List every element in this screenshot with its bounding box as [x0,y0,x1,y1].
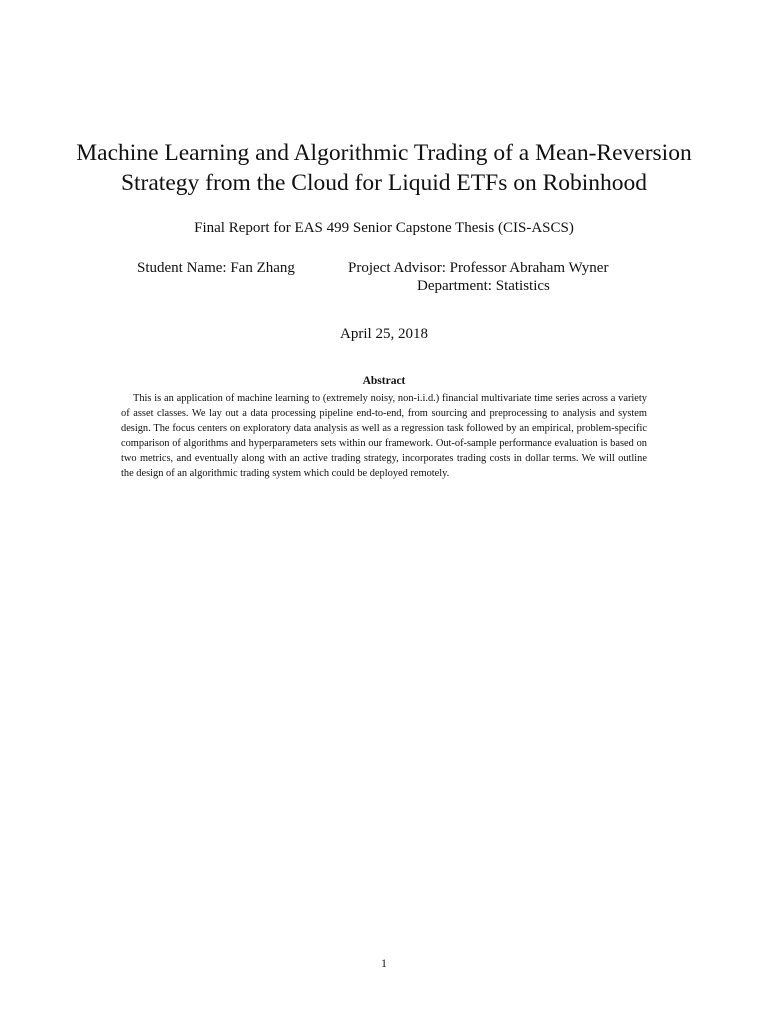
paper-title-line-2: Strategy from the Cloud for Liquid ETFs on Robinhood [120,170,648,196]
paper-title-line-1: Machine Learning and Algorithmic Trading of a Mean-Reversion [76,140,692,166]
paper-title [60,138,708,198]
abstract-body: This is an application of machine learning to (extremely noisy, non-i.i.d.) financial multivariate time series across a variety of asset classes. We lay out a data processing pipeline end-to-end, from sourcing and preprocessing to analysis and system design. The focus centers on exploratory data analysis as well as a regression task followed by an empirical, problem-specific comparison of algorithms and hyperparameters sets within our framework. Out-of-sample performance evaluation is based on two metrics, and eventually along with an active trading strategy, incorporates trading costs in dollar terms. We will outline the design of an algorithmic trading system which could be deployed remotely. [121,393,647,479]
abstract-heading: Abstract [362,375,406,387]
student-name: Student Name: Fan Zhang [137,260,295,276]
paper-date: April 25, 2018 [340,326,428,342]
department: Department: Statistics [417,278,550,294]
project-advisor: Project Advisor: Professor Abraham Wyner [348,260,609,276]
paper-subtitle: Final Report for EAS 499 Senior Capstone Thesis (CIS-ASCS) [194,220,574,236]
page-number: 1 [381,958,387,970]
